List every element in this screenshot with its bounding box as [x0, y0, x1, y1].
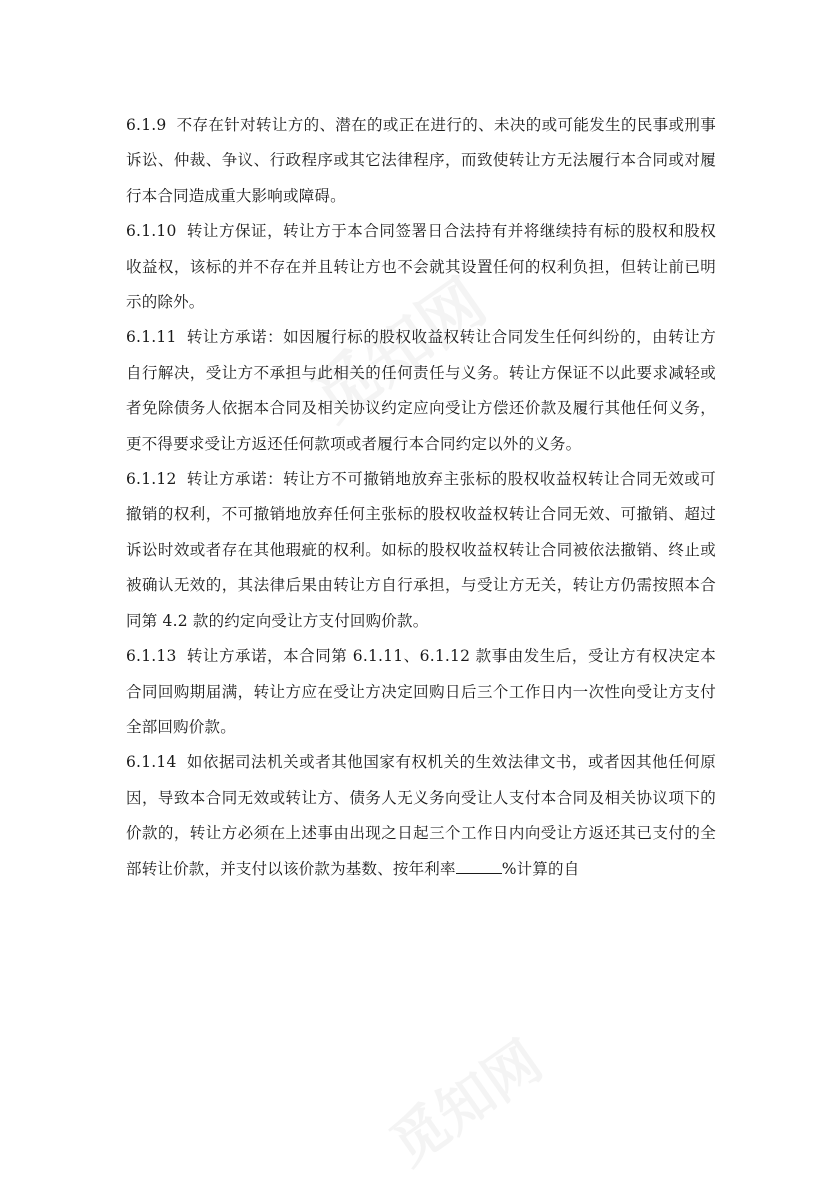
interest-rate-blank [456, 859, 502, 874]
clause-text: 不存在针对转让方的、潜在的或正在进行的、未决的或可能发生的民事或刑事诉讼、仲裁、争议、行政程序或其它法律程序，而致使转让方无法履行本合同或对履行本合同造成重大影响或障碍。 [126, 116, 716, 205]
clause-6-1-13 [126, 639, 716, 745]
clause-text: 转让方保证，转让方于本合同签署日合法持有并将继续持有标的股权和股权收益权，该标的并不存在并且转让方也不会就其设置任何的权利负担，但转让前已明示的除外。 [126, 222, 716, 312]
clause-6-1-11 [126, 320, 716, 462]
clause-number: 6.1.13 [126, 647, 177, 666]
clause-6-1-12 [126, 462, 716, 639]
clause-number: 6.1.9 [126, 116, 167, 134]
clause-number: 6.1.10 [126, 222, 177, 241]
clause-text: 转让方承诺：转让方不可撤销地放弃主张标的股权收益权转让合同无效或可撤销的权利，不可撤销地放弃任何主张标的股权收益权转让合同无效、可撤销、超过诉讼时效或者存在其他瑕疵的权利。如标的股权收益权转让合同被依法撤销、终止或被确认无效的，其法律后果由转让方自行承担，与受让方无关，转让方仍需按照本合同第 4.2 款的约定向受让方支付回购价款。 [126, 470, 716, 630]
clause-text-continued: %计算的自 [501, 859, 580, 878]
clause-text: 转让方承诺，本合同第 6.1.11、6.1.12 款事由发生后，受让方有权决定本合同回购期届满，转让方应在受让方决定回购日后三个工作日内一次性向受让方支付全部回购价款。 [126, 647, 716, 736]
clause-text: 转让方承诺：如因履行标的股权收益权转让合同发生任何纠纷的，由转让方自行解决，受让方不承担与此相关的任何责任与义务。转让方保证不以此要求减轻或者免除债务人依据本合同及相关协议约定应向受让方偿还价款及履行其他任何义务，更不得要求受让方返还任何款项或者履行本合同约定以外的义务。 [126, 328, 716, 453]
clause-6-1-14 [126, 745, 716, 887]
document-body [126, 108, 716, 887]
clause-number: 6.1.14 [126, 753, 177, 772]
clause-number: 6.1.11 [126, 328, 177, 347]
clause-number: 6.1.12 [126, 470, 177, 489]
clause-6-1-10 [126, 214, 716, 320]
clause-text: 如依据司法机关或者其他国家有权机关的生效法律文书，或者因其他任何原因，导致本合同无效或转让方、债务人无义务向受让人支付本合同及相关协议项下的价款的，转让方必须在上述事由出现之日起三个工作日内向受让方返还其已支付的全部转让价款，并支付以该价款为基数、按年利率 [126, 753, 716, 878]
clause-6-1-9 [126, 108, 716, 214]
watermark [372, 1019, 556, 1181]
